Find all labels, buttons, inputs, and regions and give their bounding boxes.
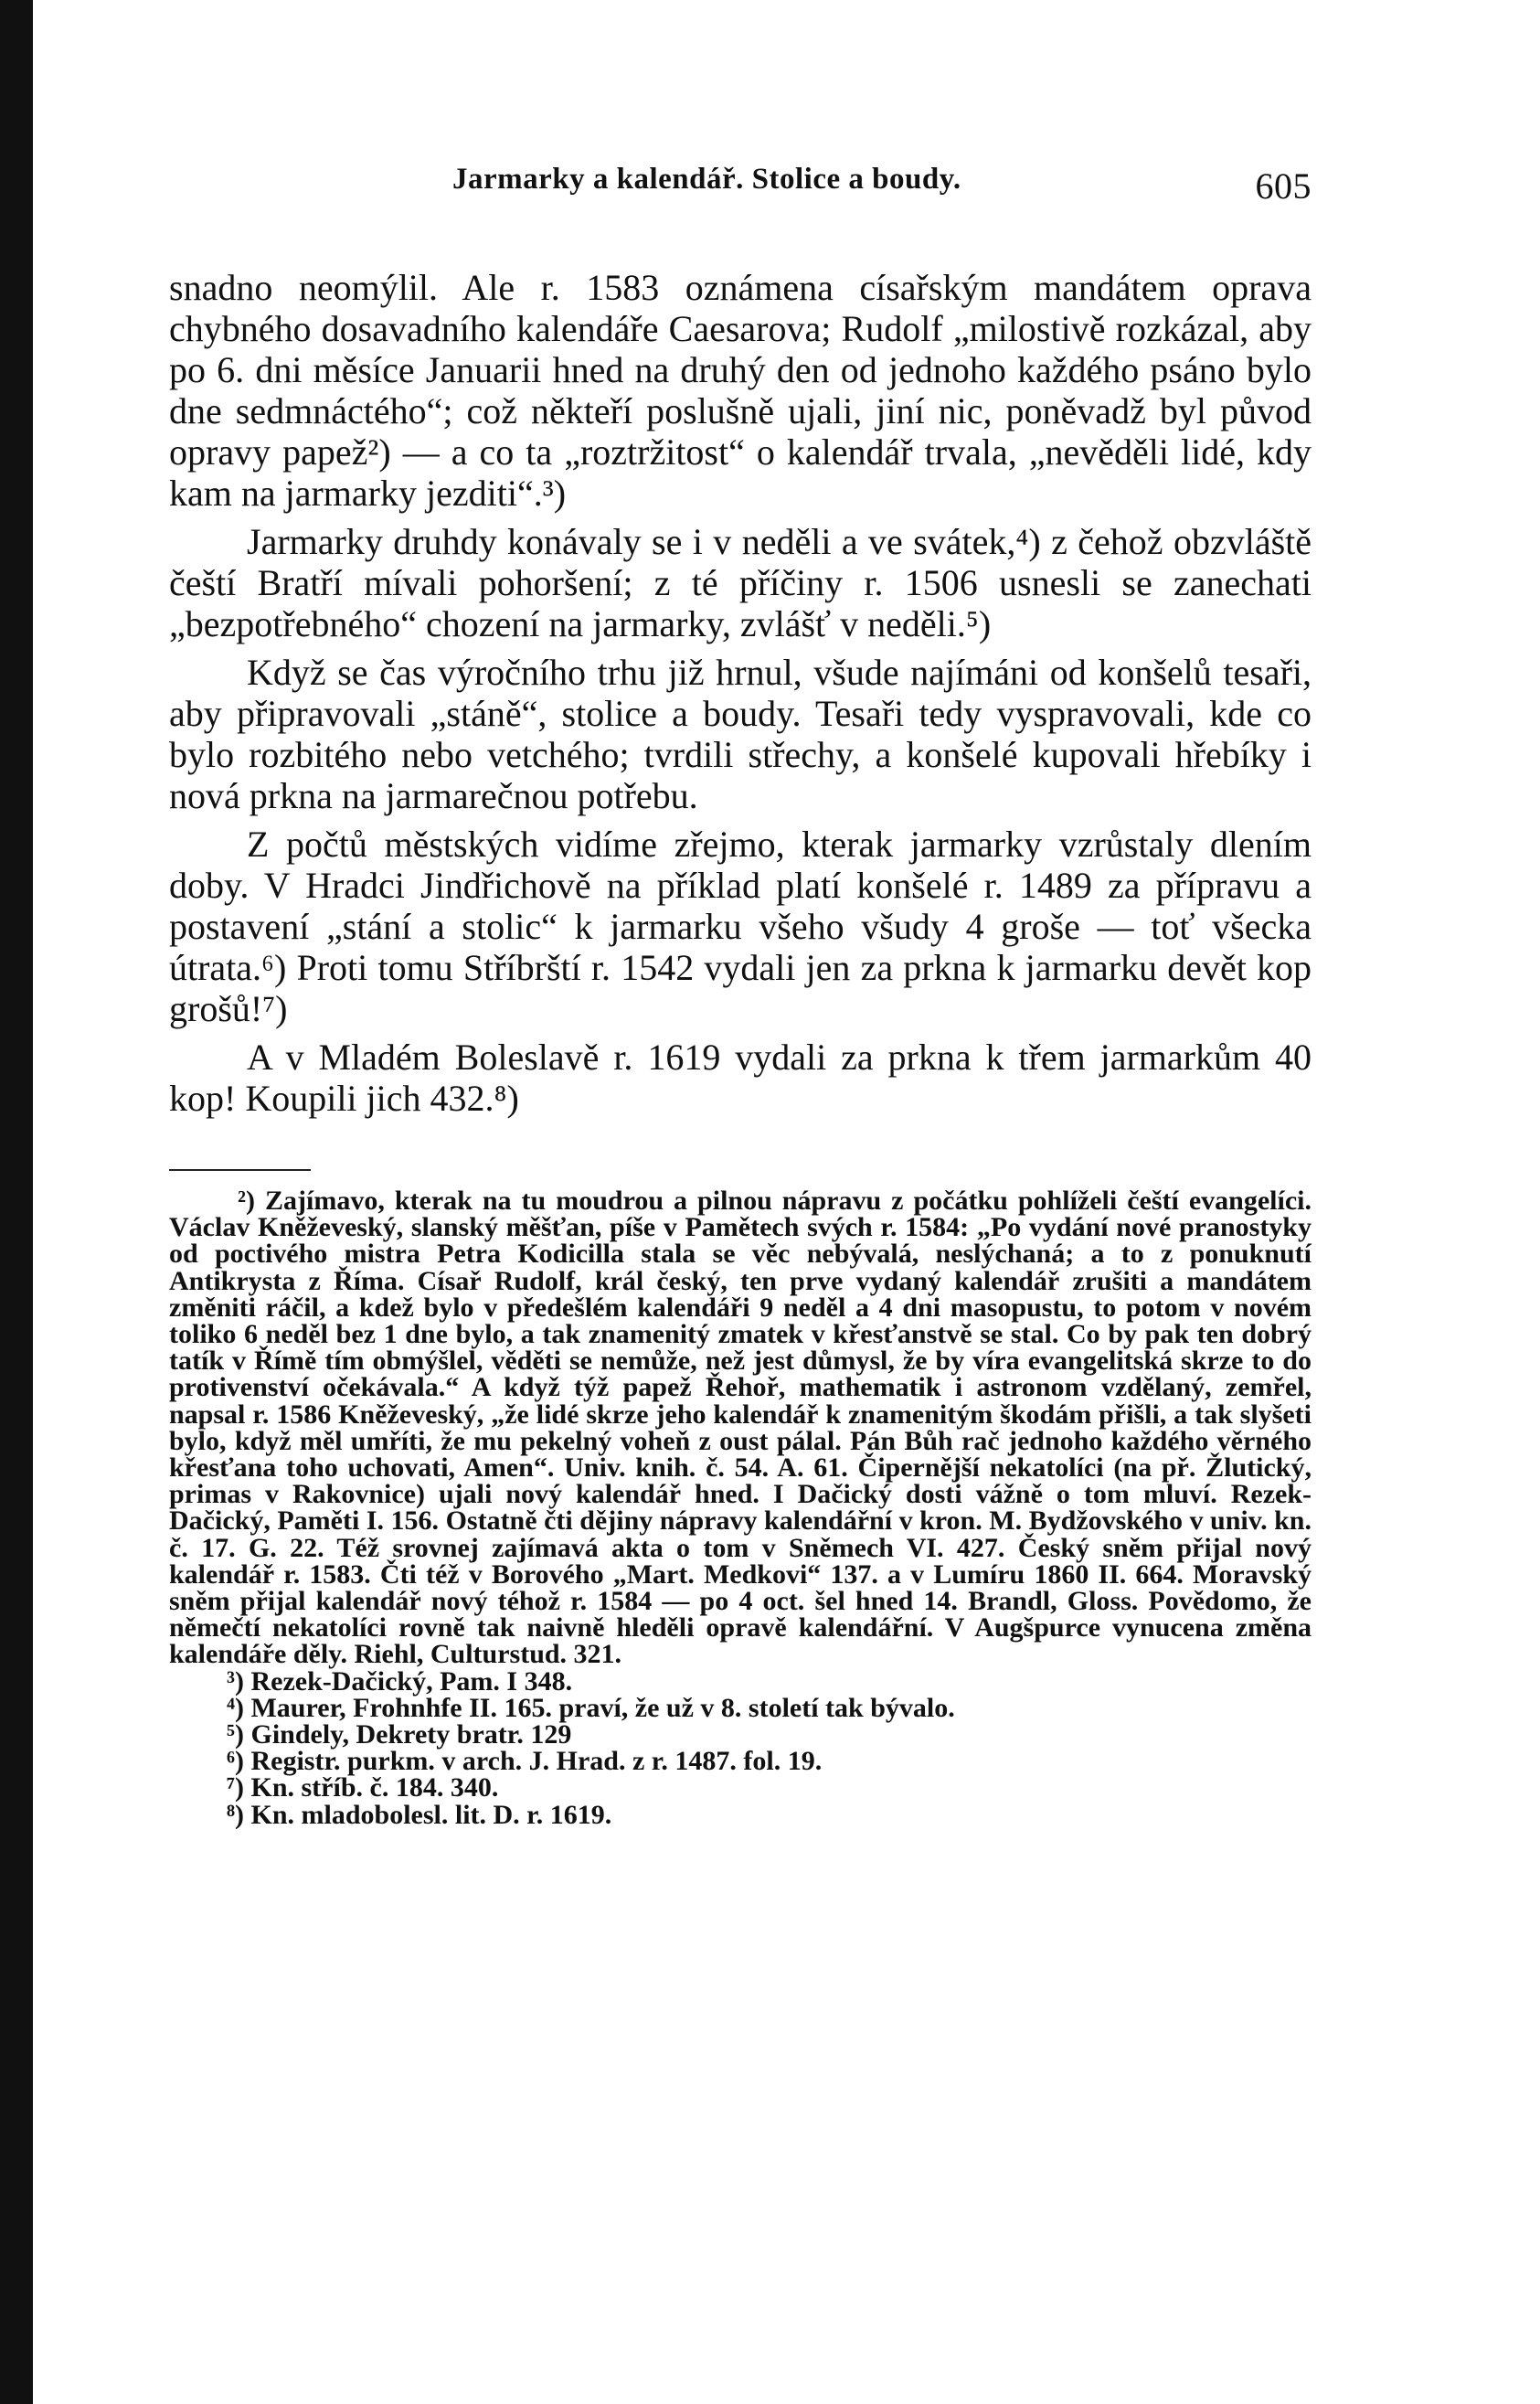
running-head-title: Jarmarky a kalendář. Stolice a boudy. xyxy=(452,163,961,196)
footnote-7: ⁷) Kn. stříb. č. 184. 340. xyxy=(227,1772,499,1803)
scan-edge xyxy=(0,0,33,2404)
paragraph-1: snadno neomýlil. Ale r. 1583 oznámena císařským mandátem oprava chybného dosavadního kalendáře Caesarova; Rudolf „milostivě rozkázal, aby po 6. dni měsíce Januarii hned na druhý den od jednoho každého psáno bylo dne sedmnáctého“; což někteří poslušně ujali, jiní nic, poněvadž byl původ opravy papež²) — a co ta „roztržitost“ o kalendář trvala, „nevěděli lidé, kdy kam na jarmarky jezditi“.³) xyxy=(169,267,1312,514)
book-page xyxy=(169,155,1312,1828)
page-number: 605 xyxy=(1255,165,1312,207)
footnote-divider xyxy=(169,1169,311,1171)
footnotes xyxy=(169,1187,1312,1828)
footnote-2: ²) Zajímavo, kterak na tu moudrou a pilnou nápravu z počátku pohlíželi čeští evangelíci. Václav Kněževeský, slanský měšťan, píše v Pamětech svých r. 1584: „Po vydání nové pranostyky od poctivého mistra Petra Kodicilla stala se věc nebývalá, neslýchaná; a to z ponuknutí Antikrysta z Říma. Císař Rudolf, král český, ten prve vydaný kalendář zrušiti a mandátem změniti ráčil, a kdež bylo v předešlém kalendáři 9 neděl a 4 dni masopustu, to potom v novém toliko 6 neděl bez 1 dne bylo, a tak znamenitý zmatek v křesťanstvě se stal. Co by pak ten dobrý tatík v Římě tím obmýšlel, věděti se nemůže, než jest důmysl, že by víra evangelitská skrze to do protivenství očekávala.“ A když týž papež Řehoř, mathematik i astronom vzdělaný, zemřel, napsal r. 1586 Kněževeský, „že lidé skrze jeho kalendář k znamenitým škodám přišli, a tak slyšeti bylo, když měl umříti, že mu pekelný voheň z oust pálal. Pán Bůh rač jednoho každého věrného křesťana toho uchovati, Amen“. Univ. knih. č. 54. A. 61. Čipernější nekatolíci (na př. Žlutický, primas v Rakovnice) ujali nový kalendář hned. I Dačický dosti vážně o tom mluví. Rezek-Dačický, Paměti I. 156. Ostatně čti dějiny nápravy kalendářní v kron. M. Bydžovského v univ. kn. č. 17. G. 22. Též srovnej zajímavá akta o tom v Sněmech VI. 427. Český sněm přijal nový kalendář r. 1583. Čti též v Borového „Mart. Medkovi“ 137. a v Lumíru 1860 II. 664. Moravský sněm přijal kalendář nový téhož r. 1584 — po 4 oct. šel hned 14. Brandl, Gloss. Povědomo, že němečtí nekatolíci rovně tak naivně hleděli opravě kalendářní. V Augšpurce vynucena změna kalendáře děly. Riehl, Culturstud. 321. xyxy=(169,1186,1312,1670)
paragraph-3: Když se čas výročního trhu již hrnul, všude najímáni od konšelů tesaři, aby připravovali „stáně“, stolice a boudy. Tesaři tedy vyspravovali, kde co bylo rozbitého nebo vetchého; tvrdili střechy, a konšelé kupovali hřebíky i nová prkna na jarmarečnou potřebu. xyxy=(169,652,1312,816)
paragraph-2: Jarmarky druhdy konávaly se i v neděli a ve svátek,⁴) z čehož obzvláště čeští Bratří mívali pohoršení; z té příčiny r. 1506 usnesli se zanechati „bezpotřebného“ chození na jarmarky, zvlášť v neděli.⁵) xyxy=(169,521,1312,644)
paragraph-5: A v Mladém Boleslavě r. 1619 vydali za prkna k třem jarmarkům 40 kop! Koupili jich 432.⁸) xyxy=(169,1037,1312,1119)
paragraph-4: Z počtů městských vidíme zřejmo, kterak jarmarky vzrůstaly dlením doby. V Hradci Jindřichově na příklad platí konšelé r. 1489 za přípravu a postavení „stání a stolic“ k jarmarku všeho všudy 4 groše — toť všecka útrata.⁶) Proti tomu Stříbrští r. 1542 vydali jen za prkna k jarmarku devět kop grošů!⁷) xyxy=(169,824,1312,1029)
footnote-8: ⁸) Kn. mladobolesl. lit. D. r. 1619. xyxy=(227,1799,612,1830)
running-head xyxy=(169,155,1312,210)
footnote-4: ⁴) Maurer, Frohnhfe II. 165. praví, že už v 8. století tak bývalo. xyxy=(227,1692,955,1723)
footnote-5: ⁵) Gindely, Dekrety bratr. 129 xyxy=(227,1719,572,1750)
footnote-6: ⁶) Registr. purkm. v arch. J. Hrad. z r. 1487. fol. 19. xyxy=(227,1746,823,1777)
footnote-3: ³) Rezek-Dačický, Pam. I 348. xyxy=(227,1665,573,1697)
main-text xyxy=(169,267,1312,1119)
